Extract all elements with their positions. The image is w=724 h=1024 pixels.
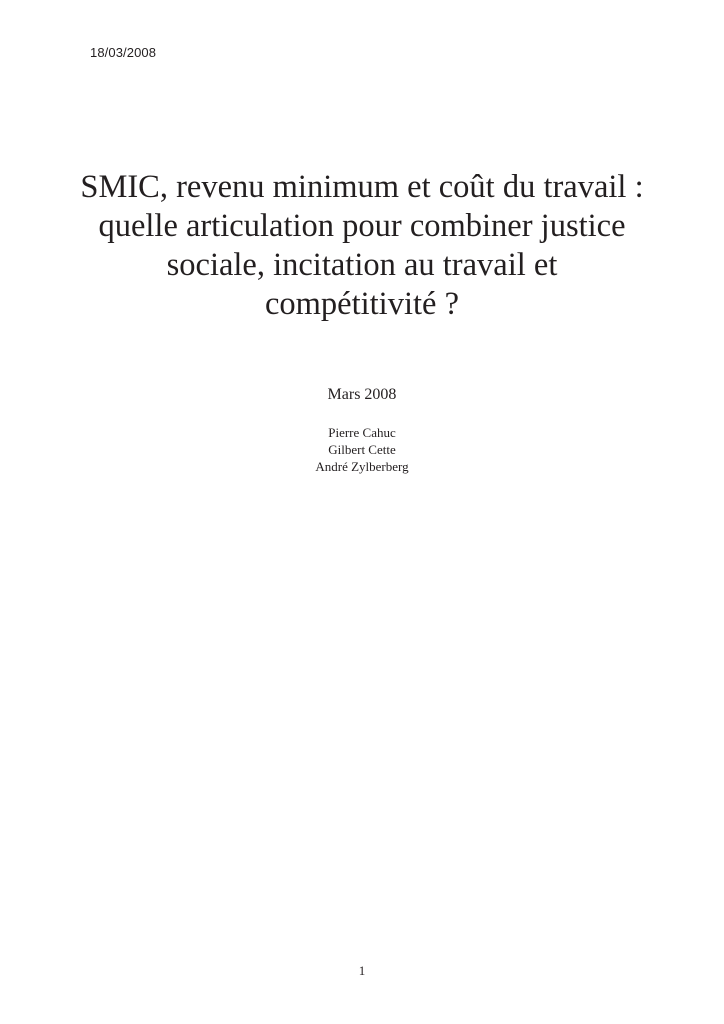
publication-date: Mars 2008 [327,386,397,403]
header-date: 18/03/2008 [90,45,157,60]
title-line-1: SMIC, revenu minimum et coût du travail : [80,169,644,205]
author-name: André Zylberberg [315,459,409,474]
title-line-3: sociale, incitation au travail et [166,247,558,283]
title-line-4: compétitivité ? [264,286,460,322]
document-title [60,168,664,324]
author-name: Gilbert Cette [328,442,396,457]
author-list [0,424,724,475]
author-name: Pierre Cahuc [328,425,396,440]
page-number: 1 [358,963,366,978]
title-line-2: quelle articulation pour combiner justice [98,208,626,244]
